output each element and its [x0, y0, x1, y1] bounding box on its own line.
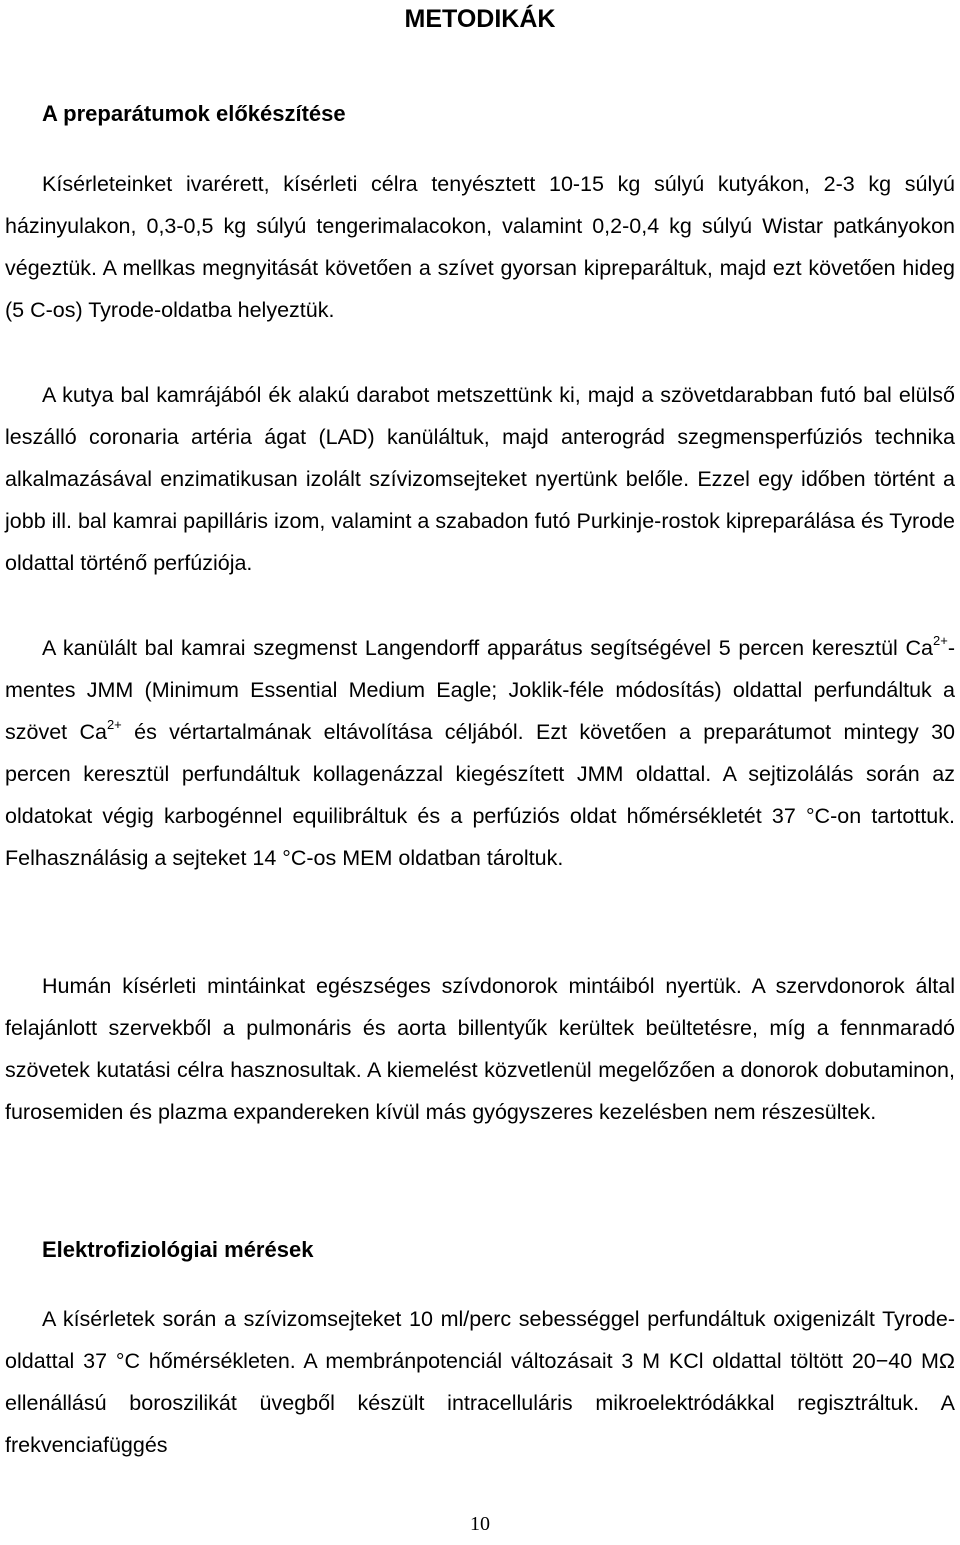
calcium-superscript: 2+	[106, 717, 122, 732]
paragraph-electrophysiology: A kísérletek során a szívizomsejteket 10 ml/perc sebességgel perfundáltuk oxigenizált Tyrode-oldattal 37 °C hőmérsékleten. A membránpotenciál változásait 3 M KCl oldattal töltött 20−40 MΩ ellenállású boroszilikát üvegből készült intracelluláris mikroelektródákkal regisztráltuk. A frekvenciafüggés	[5, 1307, 955, 1457]
paragraph-langendorff	[5, 627, 955, 879]
page-title: METODIKÁK	[404, 5, 556, 33]
paragraph-human-samples: Humán kísérleti mintáinkat egészséges szívdonorok mintáiból nyertük. A szervdonorok által felajánlott szervekből a pulmonáris és aorta billentyűk kerültek beültetésre, míg a fennmaradó szövetek kutatási célra hasznosultak. A kiemelést közvetlenül megelőzően a donorok dobutaminon, furosemiden és plazma expandereken kívül más gyógyszeres kezelésben nem részesültek.	[5, 974, 955, 1124]
section-heading-electrophysiology: Elektrofiziológiai mérések	[42, 1237, 314, 1262]
page-number: 10	[470, 1513, 490, 1535]
paragraph-langendorff-part3: és vértartalmának eltávolítása céljából. Ezt követően a preparátumot mintegy 30 percen keresztül perfundáltuk kollagenázzal kiegészített JMM oldattal. A sejtizolálás során az oldatokat végig karbogénnel equilibráltuk és a perfúziós oldat hőmérsékletét 37 °C-on tartottuk. Felhasználásig a sejteket 14 °C-os MEM oldatban tároltuk.	[5, 720, 955, 870]
calcium-superscript: 2+	[933, 633, 948, 648]
paragraph-animals: Kísérleteinket ivarérett, kísérleti célra tenyésztett 10-15 kg súlyú kutyákon, 2-3 kg súlyú házinyulakon, 0,3-0,5 kg súlyú tengerimalacokon, valamint 0,2-0,4 kg súlyú Wistar patkányokon végeztük. A mellkas megnyitását követően a szívet gyorsan kipreparáltuk, majd ezt követően hideg (5 C-os) Tyrode-oldatba helyeztük.	[5, 172, 955, 322]
section-heading-preparation: A preparátumok előkészítése	[42, 101, 346, 126]
paragraph-langendorff-part1: A kanülált bal kamrai szegmenst Langendorff apparátus segítségével 5 percen keresztül Ca	[42, 636, 933, 660]
paragraph-dog-isolation: A kutya bal kamrájából ék alakú darabot metszettünk ki, majd a szövetdarabban futó bal elülső leszálló coronaria artéria ágat (LAD) kanüláltuk, majd anterográd szegmensperfúziós technika alkalmazásával enzimatikusan izolált szívizomsejteket nyertünk belőle. Ezzel egy időben történt a jobb ill. bal kamrai papilláris izom, valamint a szabadon futó Purkinje-rostok kipreparálása és Tyrode oldattal történő perfúziója.	[5, 383, 955, 575]
paragraph-langendorff-part2: -mentes JMM (Minimum Essential Medium Eagle; Joklik-féle módosítás) oldattal perfundáltuk a szövet Ca	[5, 636, 955, 744]
